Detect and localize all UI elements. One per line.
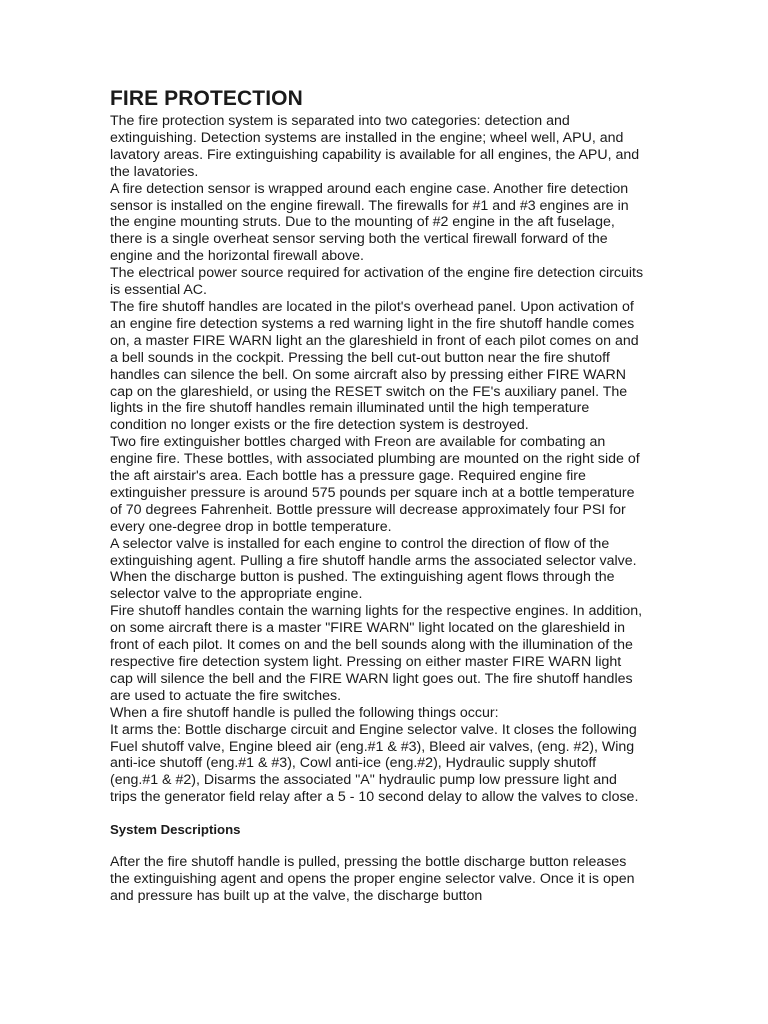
paragraph-arms-list: It arms the: Bottle discharge circuit and Engine selector valve. It closes the following Fuel shutoff valve, Engine bleed air (eng.#1 & #3), Bleed air valves, (eng. #2), Wing anti-ice shutoff (eng.#1 & #3), Cowl anti-ice (eng.#2), Hydraulic supply shutoff (eng.#1 & #2), Disarms the associated "A" hydraulic pump low pressure light and trips the generator field relay after a 5 - 10 second delay to allow the valves to close. — [110, 721, 639, 806]
paragraph-shutoff-handles: The fire shutoff handles are located in the pilot's overhead panel. Upon activation of an engine fire detection systems a red warning light in the fire shutoff handle comes on, a master FIRE WARN light an the glareshield in front of each pilot comes on and a bell sounds in the cockpit. Pressing the bell cut-out button near the fire shutoff handles can silence the bell. On some aircraft also by pressing either FIRE WARN cap on the glareshield, or using the RESET switch on the FE's auxiliary panel. The lights in the fire shutoff handles remain illuminated until the high temperature condition no longer exists or the fire detection system is destroyed. — [110, 298, 639, 434]
paragraph-detection-sensor: A fire detection sensor is wrapped around each engine case. Another fire detection sensor is installed on the engine firewall. The firewalls for #1 and #3 engines are in the engine mounting struts. Due to the mounting of #2 engine in the aft fuselage, there is a single overheat sensor serving both the vertical firewall forward of the engine and the horizontal firewall above. — [110, 180, 629, 265]
section-heading: System Descriptions — [110, 822, 241, 838]
document-title: FIRE PROTECTION — [110, 87, 303, 110]
paragraph-handle-pulled: When a fire shutoff handle is pulled the following things occur: — [110, 704, 499, 721]
paragraph-power-source: The electrical power source required for activation of the engine fire detection circuits is essential AC. — [110, 265, 644, 299]
paragraph-system-description: After the fire shutoff handle is pulled, pressing the bottle discharge button releases the extinguishing agent and opens the proper engine selector valve. Once it is open and pressure has built up at the valve, the discharge button — [110, 854, 635, 904]
paragraph-selector-valve: A selector valve is installed for each engine to control the direction of flow of the extinguishing agent. Pulling a fire shutoff handle arms the associated selector valve. When the discharge button is pushed. The extinguishing agent flows through the selector valve to the appropriate engine. — [110, 535, 637, 603]
paragraph-extinguisher-bottles: Two fire extinguisher bottles charged with Freon are available for combating an engine fire. These bottles, with associated plumbing are mounted on the right side of the aft airstair's area. Each bottle has a pressure gage. Required engine fire extinguisher pressure is around 575 pounds per square inch at a bottle temperature of 70 degrees Fahrenheit. Bottle pressure will decrease approximately four PSI for every one-degree drop in bottle temperature. — [110, 434, 640, 535]
paragraph-warning-lights: Fire shutoff handles contain the warning lights for the respective engines. In addition, on some aircraft there is a master "FIRE WARN" light located on the glareshield in front of each pilot. It comes on and the bell sounds along with the illumination of the respective fire detection system light. Pressing on either master FIRE WARN light cap will silence the bell and the FIRE WARN light goes out. The fire shutoff handles are used to actuate the fire switches. — [110, 603, 643, 704]
paragraph-overview: The fire protection system is separated into two categories: detection and extinguishing. Detection systems are installed in the engine; wheel well, APU, and lavatory areas. Fire extinguishing capability is available for all engines, the APU, and the lavatories. — [110, 113, 640, 180]
document-page — [110, 86, 646, 905]
